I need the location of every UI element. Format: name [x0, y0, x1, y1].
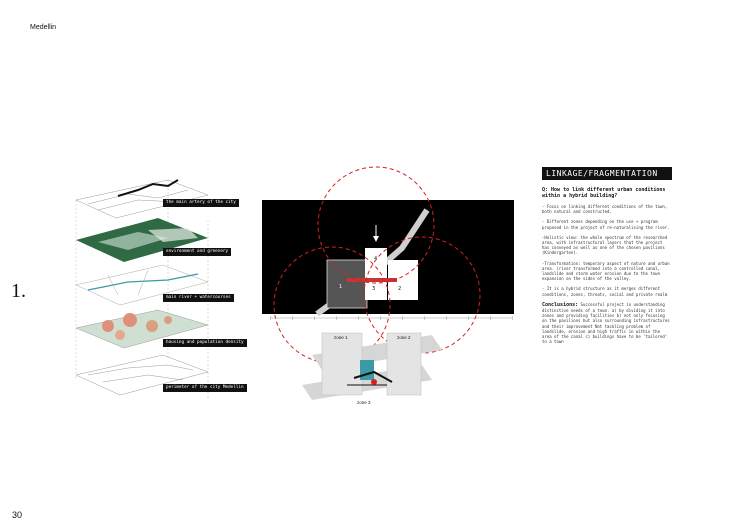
section-number: 1. [11, 280, 26, 302]
conclusions-text: Successful project in understanding distinctive needs of a town. a) by dividing it into zones and providing facilities b) not only focusing on the pavilions but also surrounding infrastructures and their improvement Not tackling problem of landslide, erosion and high traffic in within the area of the canal c) buildings have to be 'tailored' to a town [542, 301, 670, 345]
conclusions-label: Conclusions: [542, 301, 579, 308]
linkage-paragraph: -Transformation: temporary aspect of nature and urban area. (river transformed into a controlled canal, landslide and storm water erosion due to the town expansion on the sides of the valley. [542, 260, 670, 282]
linkage-column [542, 167, 672, 345]
layer-label-artery: the main artery of the city [163, 199, 239, 207]
linkage-paragraph: - Different zones depending on the use + program proposed in the project of re-naturalising the river. [542, 219, 670, 230]
linkage-paragraph: - Focus on linking different conditions of the town, both natural and constructed. [542, 204, 668, 215]
site-diagram [262, 150, 522, 420]
zone-3-label: zone 3 [357, 400, 371, 405]
conclusions [542, 301, 672, 345]
marker-3: 3 [372, 286, 376, 292]
linkage-question: Q: How to link different urban conditions within a hybrid building? [542, 187, 666, 199]
marker-2: 2 [398, 286, 402, 292]
marker-4: 4 [374, 256, 378, 262]
zone-1-label: zone 1 [334, 335, 348, 340]
layer-label-river: main river + watercourses [163, 294, 234, 302]
linkage-title: LINKAGE/FRAGMENTATION [542, 167, 672, 180]
layer-label-housing: housing and population density [163, 339, 247, 347]
linkage-paragraph: -Holistic view: the whole spectrum of the researched area, with infrastructural layers that the project has conveyed as well as one of the chosen pavilions (Kindergarten). [542, 234, 668, 256]
layer-label-greenery: environment and greenery [163, 248, 231, 256]
page-number: 30 [12, 510, 23, 520]
marker-1: 1 [339, 284, 343, 290]
zone-2-label: zone 2 [397, 335, 411, 340]
pavilion-1 [327, 260, 367, 308]
linkage-paragraph: - It is a hybrid structure as it merges different conditions, zones, threats, social and private realm [542, 286, 668, 297]
zone-axonometric [302, 333, 442, 400]
header-title: Medellin [30, 24, 57, 31]
layer-label-perimeter: perimeter of the city Medellin [163, 384, 247, 392]
